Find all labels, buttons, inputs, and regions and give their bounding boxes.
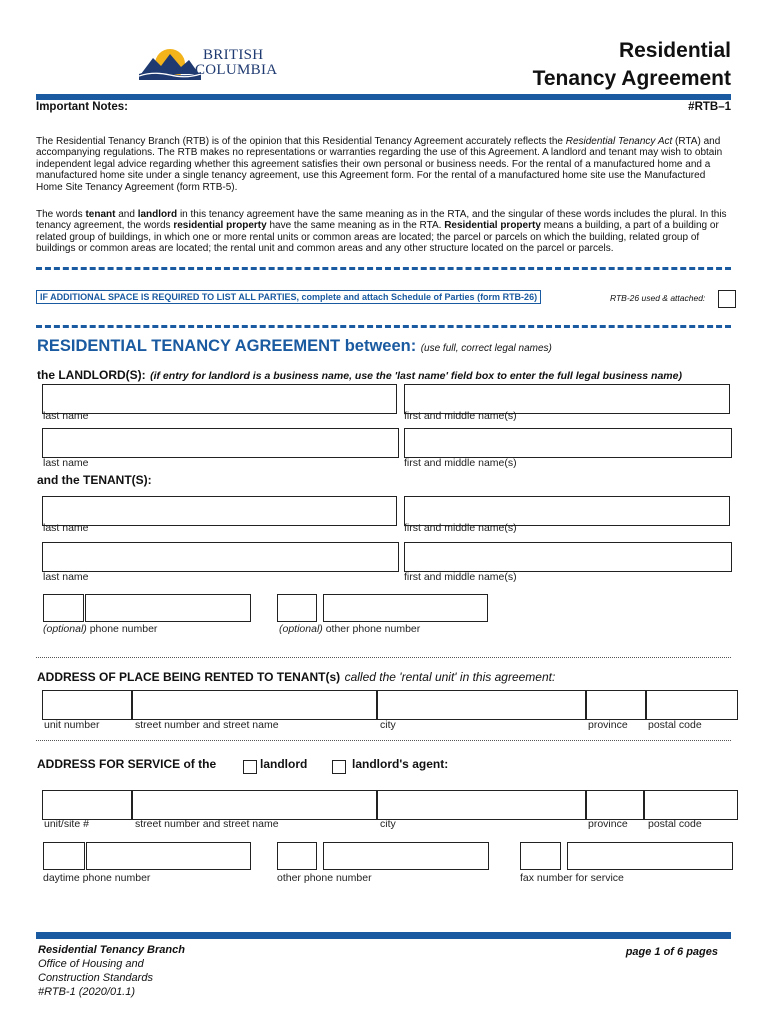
fax-area-code-field[interactable] <box>520 842 561 870</box>
daytime-phone-field[interactable] <box>86 842 251 870</box>
divider-dashed-1 <box>36 267 731 270</box>
fax-label: fax number for service <box>520 872 624 884</box>
service-unit-site-field[interactable] <box>42 790 132 820</box>
rental-city-field[interactable] <box>377 690 586 720</box>
important-notes-heading: Important Notes: <box>36 101 128 113</box>
tenant-phone-area-code-field[interactable] <box>43 594 84 622</box>
rental-street-field[interactable] <box>132 690 377 720</box>
service-landlord-checkbox[interactable] <box>243 760 257 774</box>
footer-office-line1: Office of Housing and <box>38 958 144 970</box>
other-phone-field[interactable] <box>323 842 489 870</box>
service-address-heading: ADDRESS FOR SERVICE of the <box>37 757 217 771</box>
tenant2-last-name-label: last name <box>43 571 89 583</box>
service-postal-code-label: postal code <box>648 818 702 830</box>
service-province-field[interactable] <box>586 790 644 820</box>
service-unit-site-label: unit/site # <box>44 818 89 830</box>
tenant2-first-name-field[interactable] <box>404 542 732 572</box>
fax-field[interactable] <box>567 842 733 870</box>
rental-province-field[interactable] <box>586 690 646 720</box>
landlord1-last-name-field[interactable] <box>42 384 397 414</box>
service-street-field[interactable] <box>132 790 377 820</box>
service-agent-label: landlord's agent: <box>352 757 449 771</box>
tenant2-last-name-field[interactable] <box>42 542 399 572</box>
rental-unit-number-label: unit number <box>44 719 100 731</box>
service-agent-checkbox[interactable] <box>332 760 346 774</box>
footer-rule <box>36 932 731 939</box>
tenant1-last-name-label: last name <box>43 522 89 534</box>
service-landlord-label: landlord <box>260 757 308 771</box>
form-id: #RTB–1 <box>688 101 731 113</box>
header-rule <box>36 94 731 100</box>
landlord2-last-name-field[interactable] <box>42 428 399 458</box>
rental-postal-code-label: postal code <box>648 719 702 731</box>
footer-page-number: page 1 of 6 pages <box>625 946 718 958</box>
other-phone-label: other phone number <box>277 872 372 884</box>
other-phone-area-code-field[interactable] <box>277 842 317 870</box>
tenant-other-phone-area-code-field[interactable] <box>277 594 317 622</box>
tenant-other-phone-label: (optional) other phone number <box>279 623 421 635</box>
rental-city-label: city <box>380 719 396 731</box>
footer-version: #RTB-1 (2020/01.1) <box>38 986 136 998</box>
tenant-phone-field[interactable] <box>85 594 251 622</box>
landlord2-first-name-label: first and middle name(s) <box>404 457 517 469</box>
tenants-label: and the TENANT(S): <box>37 473 152 487</box>
landlord2-first-name-field[interactable] <box>404 428 732 458</box>
tenant1-first-name-label: first and middle name(s) <box>404 522 517 534</box>
service-province-label: province <box>588 818 628 830</box>
tenant2-first-name-label: first and middle name(s) <box>404 571 517 583</box>
tenant1-last-name-field[interactable] <box>42 496 397 526</box>
daytime-phone-area-code-field[interactable] <box>43 842 85 870</box>
landlords-label: the LANDLORD(S): (if entry for landlord is a business name, use the 'last name' field box to enter the full legal business name) <box>37 368 682 382</box>
rental-street-label: street number and street name <box>135 719 279 731</box>
tenant-phone-label: (optional) phone number <box>43 623 158 635</box>
footer-branch: Residential Tenancy Branch <box>38 944 185 956</box>
notes-paragraph-1: The Residential Tenancy Branch (RTB) is of the opinion that this Residential Tenancy Agreement accurately reflects the Residential Tenancy Act (RTA) and accompanying regulations. The RTB makes no representations or warranties regarding the use of this Agreement. A landlord and tenant may wish to obtain independent legal advice regarding whether this agreement satisfies their own personal or business needs. For the rental of a manufactured home and a manufactured home site under a single tenancy agreement, use this Agreement form. For the rental of a manufactured home site use the Manufactured Home Site Tenancy Agreement (form RTB-5). <box>36 136 723 193</box>
logo-text-line1: BRITISH <box>203 47 264 63</box>
rental-postal-code-field[interactable] <box>646 690 738 720</box>
schedule-notice: IF ADDITIONAL SPACE IS REQUIRED TO LIST ALL PARTIES, complete and attach Schedule of Parties (form RTB-26) <box>36 290 541 304</box>
schedule-used-label: RTB-26 used & attached: <box>610 293 706 303</box>
landlord2-last-name-label: last name <box>43 457 89 469</box>
landlord1-first-name-label: first and middle name(s) <box>404 410 517 422</box>
rental-unit-number-field[interactable] <box>42 690 132 720</box>
divider-dashed-2 <box>36 325 731 328</box>
tenant-other-phone-field[interactable] <box>323 594 488 622</box>
divider-dotted-2 <box>36 740 731 741</box>
service-city-field[interactable] <box>377 790 586 820</box>
logo-text-line2: COLUMBIA <box>195 62 278 78</box>
footer-office-line2: Construction Standards <box>38 972 153 984</box>
service-postal-code-field[interactable] <box>644 790 738 820</box>
rental-province-label: province <box>588 719 628 731</box>
landlord1-last-name-label: last name <box>43 410 89 422</box>
notes-paragraph-2: The words tenant and landlord in this tenancy agreement have the same meaning as in the RTA, and the singular of these words includes the plural. In this tenancy agreement, the words residential property have the same meaning as in the RTA. Residential property means a building, a part of a building or related group of buildings, in which one or more rental units or common areas are located; the parcel or parcels on which the building, related group of buildings or common areas are located; the rental unit and common areas and any other structure located on the parcel or parcels. <box>36 209 727 255</box>
document-title-line1: Residential <box>618 39 731 62</box>
daytime-phone-label: daytime phone number <box>43 872 151 884</box>
agreement-heading: RESIDENTIAL TENANCY AGREEMENT between: (use full, correct legal names) <box>37 337 552 355</box>
service-city-label: city <box>380 818 396 830</box>
divider-dotted-1 <box>36 657 731 658</box>
service-street-label: street number and street name <box>135 818 279 830</box>
schedule-used-checkbox[interactable] <box>718 290 736 308</box>
rental-address-heading: ADDRESS OF PLACE BEING RENTED TO TENANT(s) called the 'rental unit' in this agreement: <box>37 670 556 684</box>
bc-logo-icon <box>139 40 201 80</box>
document-title-line2: Tenancy Agreement <box>532 67 731 90</box>
